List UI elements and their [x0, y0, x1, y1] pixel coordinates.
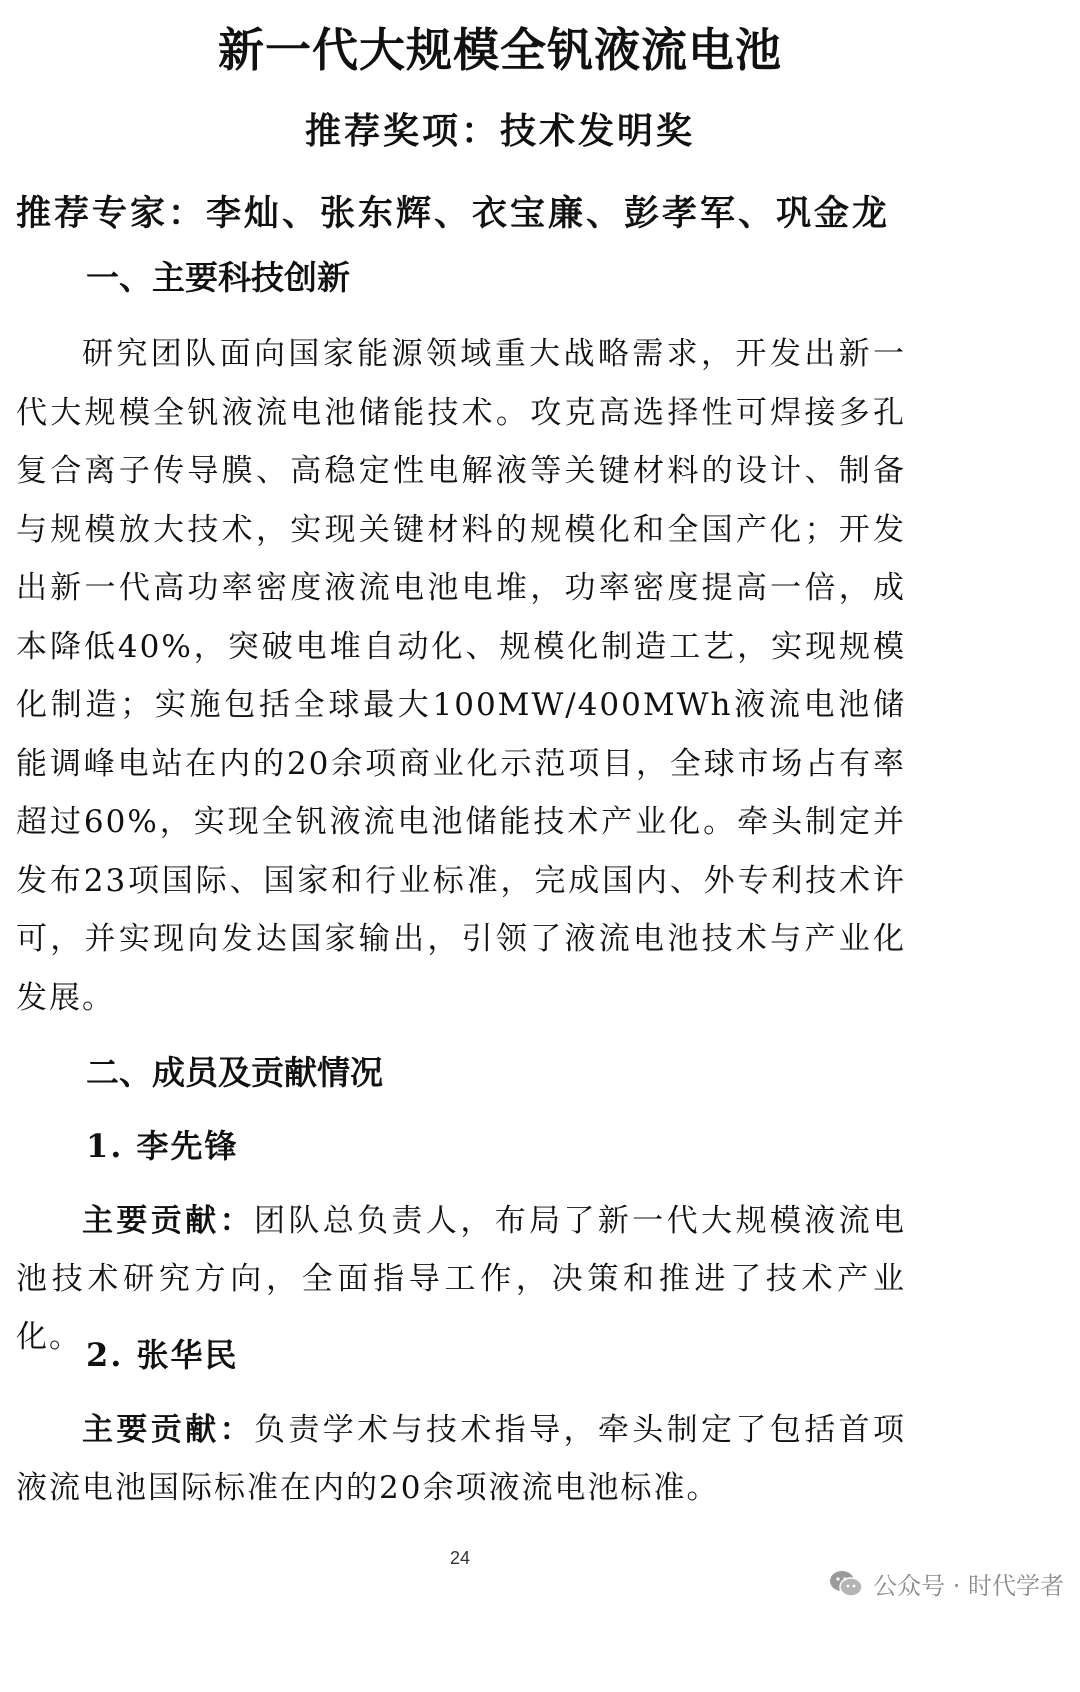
section-heading-members: 二、成员及贡献情况: [86, 1053, 383, 1092]
document-title: 新一代大规模全钒液流电池: [218, 23, 782, 77]
member-name: 2. 张华民: [86, 1336, 239, 1374]
section-heading-innovation: 一、主要科技创新: [86, 258, 350, 297]
innovation-paragraph: 研究团队面向国家能源领域重大战略需求，开发出新一代大规模全钒液流电池储能技术。攻克高选择性可焊接多孔复合离子传导膜、高稳定性电解液等关键材料的设计、制备与规模放大技术，实现关键材料的规模化和全国产化；开发出新一代高功率密度液流电池电堆，功率密度提高一倍，成本降低40%，突破电堆自动化、规模化制造工艺，实现规模化制造；实施包括全球最大100MW/400MWh液流电池储能调峰电站在内的20余项商业化示范项目，全球市场占有率超过60%，实现全钒液流电池储能技术产业化。牵头制定并发布23项国际、国家和行业标准，完成国内、外专利技术许可，并实现向发达国家输出，引领了液流电池技术与产业化发展。: [16, 336, 906, 1016]
contribution-text: 负责学术与技术指导，牵头制定了包括首项液流电池国际标准在内的20余项液流电池标准。: [16, 1412, 907, 1506]
wechat-icon: [829, 1570, 863, 1598]
contribution-label: 主要贡献：: [82, 1203, 254, 1239]
watermark-text: 公众号 · 时代学者: [873, 1572, 1064, 1600]
watermark: [829, 1566, 1064, 1601]
page-number: 24: [449, 1548, 471, 1568]
contribution-label: 主要贡献：: [82, 1412, 254, 1448]
member-contribution: [16, 1401, 906, 1517]
contribution-text: 团队总负责人，布局了新一代大规模液流电池技术研究方向，全面指导工作，决策和推进了技术产业化。: [16, 1203, 907, 1355]
member-name: 1. 李先锋: [86, 1127, 239, 1165]
award-line: 推荐奖项：技术发明奖: [304, 110, 695, 152]
experts-line: 推荐专家：李灿、张东辉、衣宝廉、彭孝军、巩金龙: [16, 193, 891, 234]
